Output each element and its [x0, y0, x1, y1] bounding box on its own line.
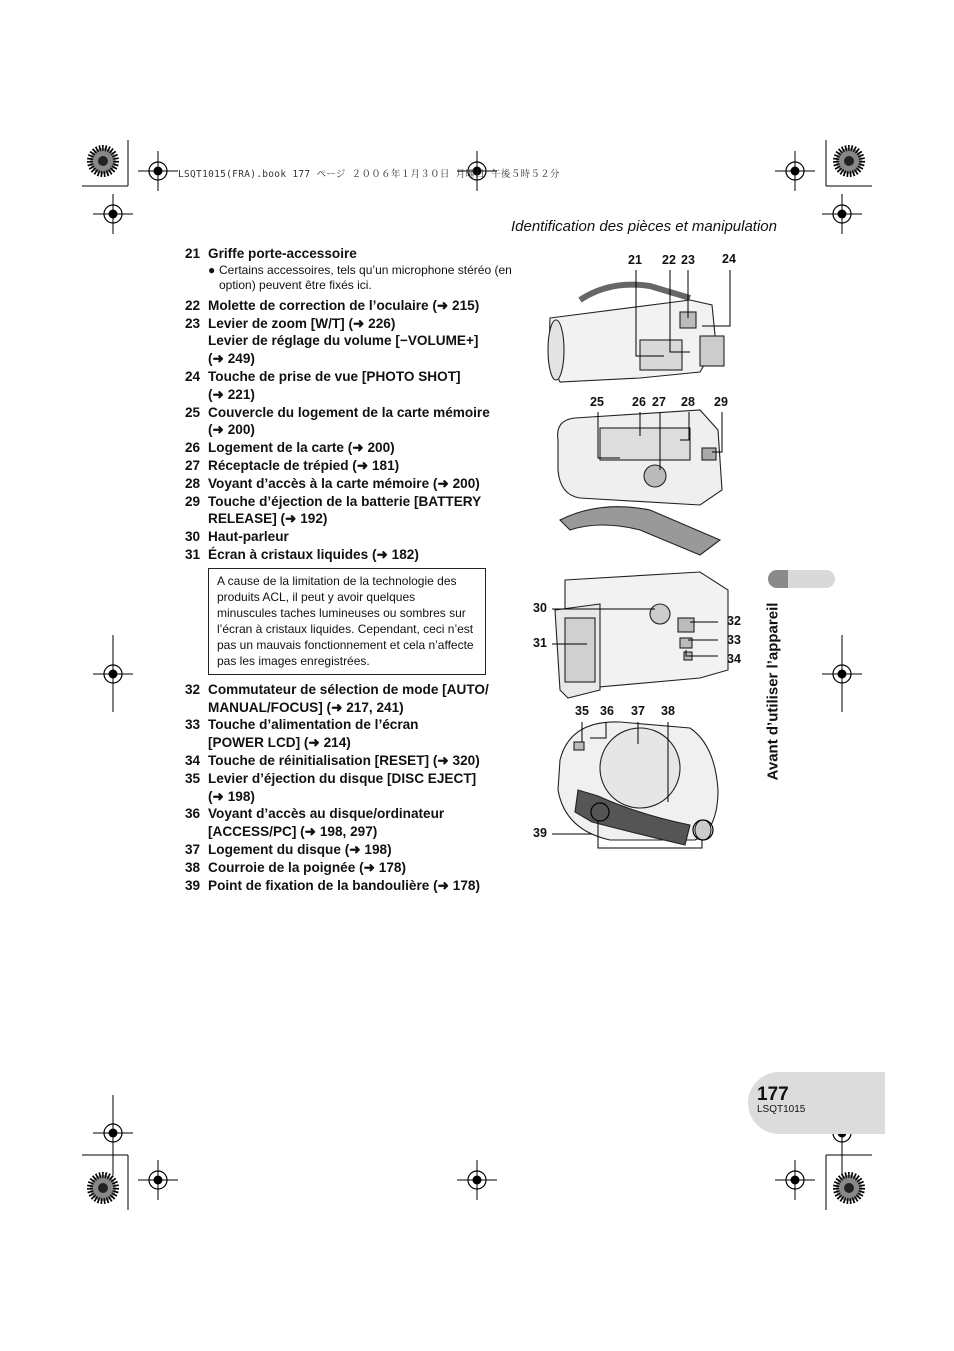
page-header: Identification des pièces et manipulation — [510, 218, 777, 235]
callout-label: 26 — [632, 395, 646, 409]
list-item: 22 Molette de correction de l’oculaire (➜ 215) — [185, 297, 480, 313]
callout-label: 39 — [533, 826, 547, 840]
list-item: 36 Voyant d’accès au disque/ordinateur — [185, 806, 445, 822]
bullet-note: ● Certains accessoires, tels qu’un microphone stéréo (en option) peuvent être fixés ici. — [208, 262, 512, 293]
list-item: [POWER LCD] (➜ 214) — [208, 735, 351, 751]
list-item: 37 Logement du disque (➜ 198) — [185, 841, 392, 857]
list-item: (➜ 198) — [208, 788, 255, 804]
list-item: Levier de réglage du volume [−VOLUME+] — [208, 333, 479, 349]
list-item: 31 Écran à cristaux liquides (➜ 182) — [185, 546, 419, 562]
lcd-note-box: A cause de la limitation de la technologie des produits ACL, il peut y avoir quelques minuscules taches lumineuses ou sombres sur l’écran à cristaux liquides. Cependant, ceci n’est pas un mauvais fonctionnement et cela n’affecte pas les images enregistrées. — [208, 568, 486, 675]
list-item: 25 Couvercle du logement de la carte mémoire — [185, 404, 490, 420]
callout-label: 36 — [600, 704, 614, 718]
print-line: LSQT1015(FRA).book 177 ページ ２００６年１月３０日 月曜日 午後５時５２分 — [178, 169, 560, 180]
page-code: LSQT1015 — [757, 1104, 806, 1115]
list-item: 23 Levier de zoom [W/T] (➜ 226) — [185, 315, 396, 331]
list-item: 39 Point de fixation de la bandoulière (➜ 178) — [185, 877, 480, 893]
bullet-icon: ● — [208, 262, 216, 277]
list-item: 33 Touche d’alimentation de l’écran — [185, 717, 419, 733]
callout-label: 22 — [662, 253, 676, 267]
callout-label: 28 — [681, 395, 695, 409]
callout-label: 32 — [727, 614, 741, 628]
callout-label: 38 — [661, 704, 675, 718]
callout-label: 21 — [628, 253, 642, 267]
callout-label: 31 — [533, 636, 547, 650]
callout-label: 23 — [681, 253, 695, 267]
list-item: (➜ 200) — [208, 422, 255, 438]
callout-label: 29 — [714, 395, 728, 409]
page-number: 177 — [757, 1084, 789, 1105]
callout-label: 27 — [652, 395, 666, 409]
list-item: [ACCESS/PC] (➜ 198, 297) — [208, 824, 378, 840]
list-item: MANUAL/FOCUS] (➜ 217, 241) — [208, 699, 404, 715]
section-tab — [768, 570, 835, 588]
list-item: 35 Levier d’éjection du disque [DISC EJECT] — [185, 770, 477, 786]
callout-label: 34 — [727, 652, 741, 666]
callout-label: 25 — [590, 395, 604, 409]
list-item: 26 Logement de la carte (➜ 200) — [185, 440, 395, 456]
list-item: (➜ 221) — [208, 386, 255, 402]
side-section-title: Avant d’utiliser l’appareil — [764, 602, 782, 781]
list-item: (➜ 249) — [208, 351, 255, 367]
callout-label: 24 — [722, 252, 736, 266]
list-item: RELEASE] (➜ 192) — [208, 511, 328, 527]
camera-lcd-view — [555, 572, 728, 698]
list-item: 28 Voyant d’accès à la carte mémoire (➜ 200) — [185, 475, 480, 491]
list-item: 30 Haut-parleur — [185, 529, 289, 545]
list-item: 34 Touche de réinitialisation [RESET] (➜ 320) — [185, 752, 480, 768]
list-item: 29 Touche d’éjection de la batterie [BATTERY — [185, 493, 482, 509]
section-tab-marker — [768, 570, 788, 588]
list-item: 38 Courroie de la poignée (➜ 178) — [185, 859, 406, 875]
callout-label: 35 — [575, 704, 589, 718]
list-item: 24 Touche de prise de vue [PHOTO SHOT] — [185, 368, 461, 384]
callout-label: 30 — [533, 601, 547, 615]
list-item: 32 Commutateur de sélection de mode [AUTO/ — [185, 681, 489, 697]
callout-label: 33 — [727, 633, 741, 647]
list-item: 27 Réceptacle de trépied (➜ 181) — [185, 457, 400, 473]
list-item: 21 Griffe porte-accessoire — [185, 246, 357, 261]
callout-label: 37 — [631, 704, 645, 718]
